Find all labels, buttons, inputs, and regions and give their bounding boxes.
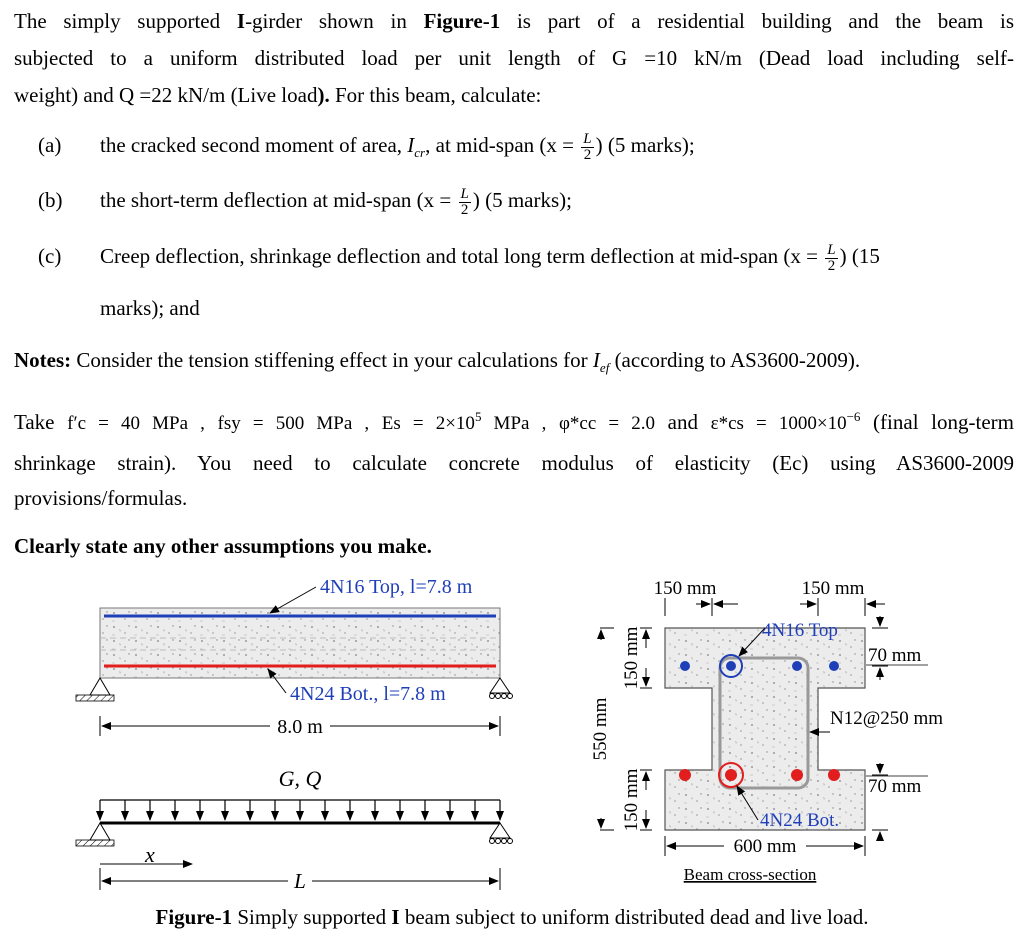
- assumptions-line: Clearly state any other assumptions you make.: [14, 534, 432, 558]
- pin-support-icon: [90, 823, 110, 840]
- roller-support-icon: [490, 678, 510, 693]
- section-depth-dim: 550 mm: [590, 697, 611, 761]
- fraction-l-over-2: $\frac{L}{2}$: [827, 241, 836, 274]
- intro-line-2: subjected to a uniform distributed load per unit length of G =10 kN/m (Dead load including self-: [14, 46, 1014, 70]
- take-line-2: shrinkage strain). You need to calculate concrete modulus of elasticity (Ec) using AS3600-2009: [14, 451, 1014, 475]
- intro-paragraph: [14, 3, 1014, 114]
- flange-overhang-right-dim: 150 mm: [801, 578, 865, 599]
- span-dimension-label: 8.0 m: [277, 716, 323, 738]
- span-length-label: L: [294, 869, 306, 893]
- notes-line: Notes: Consider the tension stiffening effect in your calculations for $I_{ef}$ (according to AS3600-2009).: [14, 348, 861, 376]
- load-diagram: [76, 766, 513, 893]
- roller-support-icon: [490, 823, 510, 838]
- fraction-l-over-2: $\frac{L}{2}$: [583, 130, 592, 163]
- bottom-bar-dot: [679, 769, 691, 781]
- intro-line-1: The simply supported I-girder shown in Figure-1 is part of a residential building and the beam is: [14, 9, 1014, 33]
- take-paragraph: [14, 396, 1014, 515]
- flange-overhang-left-dim: 150 mm: [653, 578, 717, 599]
- fraction-l-over-2: $\frac{L}{2}$: [460, 185, 469, 218]
- pin-support-icon: [90, 678, 110, 695]
- cross-section-title: Beam cross-section: [683, 865, 817, 884]
- question-item-b: (b) the short-term deflection at mid-span (x = $\frac{L}{2}$ ) (5 marks);: [38, 185, 572, 218]
- question-item-c-continued: marks); and: [100, 296, 200, 320]
- section-bottom-bar-label: 4N24 Bot.: [760, 810, 840, 831]
- figure-1: [0, 568, 1024, 898]
- bottom-flange-depth-dim: 150 mm: [621, 768, 642, 832]
- figure-caption: Figure-1 Simply supported I beam subject to uniform distributed dead and live load.: [155, 905, 869, 929]
- beam-elevation: [76, 576, 513, 738]
- question-item-a: (a) the cracked second moment of area, $I_{cr}$, at mid-span (x = $\frac{L}{2}$ ) (5 marks);: [38, 130, 695, 163]
- top-flange-depth-dim: 150 mm: [621, 626, 642, 690]
- bottom-bar-label: 4N24 Bot., l=7.8 m: [290, 683, 446, 705]
- top-cover-dim: 70 mm: [868, 645, 922, 666]
- flange-width-dim: 600 mm: [733, 836, 797, 857]
- top-bar-dot: [680, 661, 690, 671]
- take-line-1: Take f′c = 40 MPa , fsy = 500 MPa , $Es = 2\times 10^5$ MPa , φ*cc = 2.0 and $\varepsilon*cs = 1000\times 10^{-6}$ (final long-term: [14, 409, 1014, 434]
- intro-line-3: weight) and Q =22 kN/m (Live load). For this beam, calculate:: [14, 83, 542, 107]
- take-line-3: provisions/formulas.: [14, 486, 188, 510]
- section-top-bar-label: 4N16 Top: [762, 620, 838, 641]
- question-item-c: (c) Creep deflection, shrinkage deflection and total long term deflection at mid-span (x = $\frac{L}{2}$ ) (15: [38, 241, 880, 274]
- top-bar-label: 4N16 Top, l=7.8 m: [320, 576, 473, 598]
- bottom-cover-dim: 70 mm: [868, 776, 922, 797]
- beam-cross-section: [590, 578, 943, 884]
- load-label: G, Q: [278, 766, 322, 791]
- x-label: x: [145, 842, 155, 867]
- stirrup-label: N12@250 mm: [830, 708, 944, 729]
